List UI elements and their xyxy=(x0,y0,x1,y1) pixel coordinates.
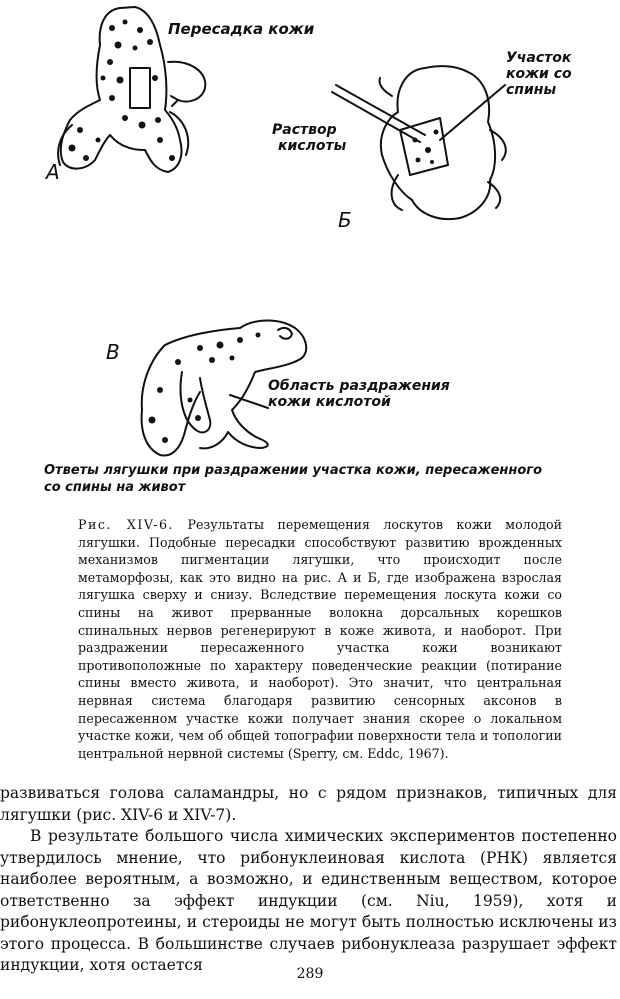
figure-caption xyxy=(78,516,562,762)
patch-label-line: спины xyxy=(506,82,557,98)
acid-label-line: кислоты xyxy=(278,138,347,154)
transplant-label: Пересадка кожи xyxy=(168,20,315,38)
patch-label-line: Участок xyxy=(506,50,572,66)
caption-text: Результаты перемещения лоскутов кожи молодой лягушки. Подобные пересадки способствуют развитию врожденных механизмов пигментации лягушки, что происходит после метаморфозы, как это видно на рис. А и Б, где изображена взрослая лягушка сверху и снизу. Вследствие перемещения лоскута кожи со спины на живот прерванные волокна дорсальных корешков спинальных нервов регенерируют в коже живота, и наоборот. При раздражении пересаженного участка кожи возникают противоположные по характеру поведенческие реакции (потирание спины вместо живота, и наоборот). Это значит, что центральная нервная система благодаря развитию сенсорных аксонов в пересаженном участке кожи получает знания скорее о локальном участке кожи, чем об общей топографии поверхности тела и топологии центральной нервной системы (Sperry, см. Eddc, 1967). xyxy=(78,517,562,761)
paragraph: развиваться голова саламандры, но с рядом признаков, типичных для лягушки (рис. XIV-6 и XIV-7). xyxy=(0,784,617,824)
main-text xyxy=(0,783,617,977)
paragraph: В результате большого числа химических экспериментов постепенно утвердилось мнение, что рибонуклеиновая кислота (РНК) является наиболее вероятным, а возможно, и единственным веществом, которое ответственно за эффект индукции (см. Niu, 1959), хотя и рибонуклеопротеины, и стероиды не могут быть полностью исключены из этого процесса. В большинстве случаев рибонуклеаза разрушает эффект индукции, хотя остается xyxy=(0,827,617,974)
acid-label xyxy=(272,122,346,154)
panel-b-label: Б xyxy=(338,208,352,232)
stimulation-area-label xyxy=(268,378,450,410)
page-number: 289 xyxy=(296,966,324,982)
figure-title: Ответы лягушки при раздражении участка кожи, пересаженного со спины на живот xyxy=(44,463,543,495)
stimulation-area-line: кожи кислотой xyxy=(268,394,391,410)
acid-label-line: Раствор xyxy=(272,122,337,138)
panel-a-label: А xyxy=(46,160,60,184)
patch-label xyxy=(506,50,572,98)
panel-c-label: В xyxy=(106,340,120,364)
stimulation-area-line: Область раздражения xyxy=(268,378,450,394)
patch-label-line: кожи со xyxy=(506,66,572,82)
frog-ventral-drawing xyxy=(332,66,506,219)
caption-lead: Рис. XIV-6. xyxy=(78,517,175,532)
